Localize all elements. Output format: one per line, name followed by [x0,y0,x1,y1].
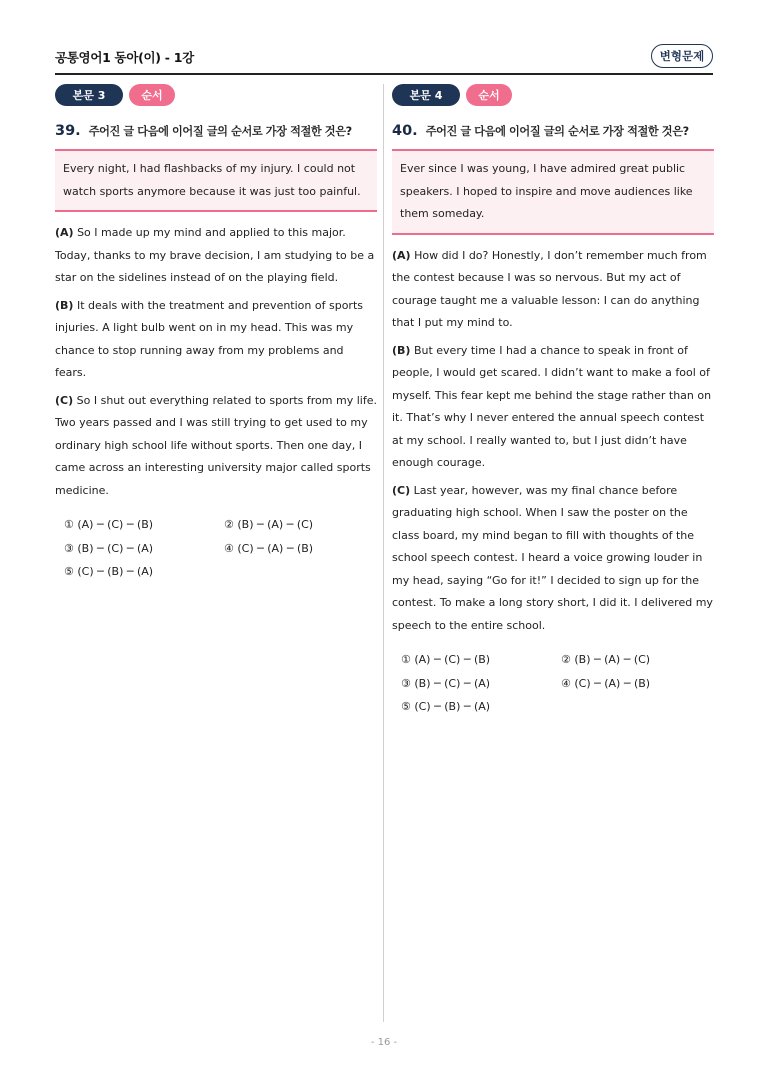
choice-2[interactable]: ② (B) ─ (A) ─ (C) [224,518,314,531]
paragraph-label: (C) [392,483,411,497]
question-tags [392,84,714,106]
header-badge: 변형문제 [651,44,713,68]
answer-choices [401,649,714,718]
paragraph-text: Last year, however, was my final chance before graduating high school. When I saw the poster on the class board, my mind began to fill with thoughts of the school speech contest. I heard a voice growing louder in my head, saying “Go for it!” I decided to sign up for the contest. To make a long story short, I did it. I delivered my speech to the entire school. [392,483,713,632]
type-tag: 순서 [129,84,175,106]
question-number: 40. [392,123,418,139]
question-heading [392,123,714,139]
choice-1[interactable]: ① (A) ─ (C) ─ (B) [401,653,491,666]
paragraph-c [392,480,714,638]
question-prompt: 주어진 글 다음에 이어질 글의 순서로 가장 적절한 것은? [425,125,689,138]
paragraph-label: (A) [392,248,411,262]
choice-2[interactable]: ② (B) ─ (A) ─ (C) [561,653,651,666]
page-number: - 16 - [370,1037,398,1048]
paragraph-label: (C) [55,393,74,407]
question-40-column [392,84,714,718]
choice-4[interactable]: ④ (C) ─ (A) ─ (B) [224,541,314,555]
question-number: 39. [55,123,81,139]
answer-choices [64,514,377,583]
question-tags [55,84,377,106]
paragraph-a [55,222,377,290]
passage-tag: 본문 3 [55,84,123,106]
question-heading [55,123,377,139]
given-passage: Ever since I was young, I have admired great public speakers. I hoped to inspire and move audiences like them someday. [392,149,714,235]
question-prompt: 주어진 글 다음에 이어질 글의 순서로 가장 적절한 것은? [88,125,352,138]
paragraph-a [392,245,714,335]
choice-3[interactable]: ③ (B) ─ (C) ─ (A) [401,676,491,690]
choice-4[interactable]: ④ (C) ─ (A) ─ (B) [561,676,651,690]
paragraph-label: (B) [392,343,411,357]
choice-1[interactable]: ① (A) ─ (C) ─ (B) [64,518,154,531]
paragraph-b [392,340,714,475]
paragraph-text: So I made up my mind and applied to this major. Today, thanks to my brave decision, I am studying to be a star on the sidelines instead of on the playing field. [55,226,375,284]
given-passage: Every night, I had flashbacks of my injury. I could not watch sports anymore because it was just too painful. [55,149,377,212]
paragraph-c [55,390,377,503]
paragraph-text: How did I do? Honestly, I don’t remember much from the contest because I was so nervous. But my act of courage taught me a valuable lesson: I can do anything that I put my mind to. [392,248,707,329]
paragraph-text: So I shut out everything related to sports from my life. Two years passed and I was still trying to get used to my ordinary high school life without sports. Then one day, I came across an interesting university major called sports medicine. [55,393,377,497]
paragraph-label: (B) [55,298,74,312]
choice-5[interactable]: ⑤ (C) ─ (B) ─ (A) [64,565,154,578]
paragraph-label: (A) [55,226,74,239]
choice-3[interactable]: ③ (B) ─ (C) ─ (A) [64,541,154,555]
type-tag: 순서 [466,84,512,106]
header-rule [55,73,713,75]
paragraph-b [55,295,377,385]
choice-5[interactable]: ⑤ (C) ─ (B) ─ (A) [401,700,491,713]
paragraph-text: It deals with the treatment and prevention of sports injuries. A light bulb went on in my head. This was my chance to stop running away from my problems and fears. [55,298,363,379]
page-header-title: 공통영어1 동아(이) - 1강 [55,50,194,65]
paragraph-text: But every time I had a chance to speak in front of people, I would get scared. I didn’t want to make a fool of myself. This fear kept me behind the stage rather than on it. That’s why I never entered the annual speech contest at my school. I really wanted to, but I just didn’t have enough courage. [392,343,712,469]
passage-tag: 본문 4 [392,84,460,106]
question-39-column [55,84,377,583]
